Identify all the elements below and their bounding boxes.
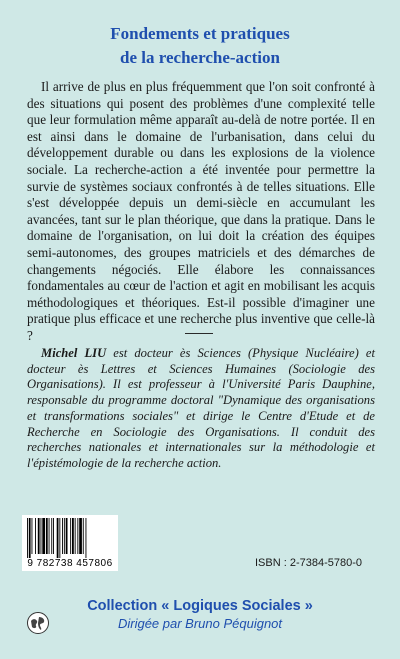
collection-director: Dirigée par Bruno Péquignot	[117, 616, 283, 631]
barcode-bar	[35, 518, 36, 554]
barcode-bar	[32, 518, 33, 554]
barcode-bar	[79, 518, 82, 554]
book-title	[20, 22, 380, 70]
barcode-bar	[66, 518, 68, 554]
barcode-bar	[42, 518, 45, 554]
barcode-bar	[29, 518, 31, 558]
author-name: Michel LIU	[41, 346, 107, 360]
barcode-bar	[64, 518, 65, 554]
barcode-bar	[46, 518, 48, 554]
barcode-bar	[27, 518, 28, 558]
isbn-label: ISBN : 2-7384-5780-0	[255, 557, 363, 569]
book-title-line-2: de la recherche-action	[120, 48, 280, 67]
barcode-bar	[70, 518, 71, 554]
barcode-bar	[72, 518, 74, 554]
collection-name: Collection « Logiques Sociales »	[87, 598, 313, 614]
barcode-bar	[83, 518, 84, 554]
section-divider	[185, 333, 213, 334]
barcode-bar	[77, 518, 78, 554]
author-bio-text: est docteur ès Sciences (Physique Nucléaire) et docteur ès Lettres et Sciences Humaines (Sociologie des Organisations). Il est professeur à l'Université Paris Dauphine, responsable du programme doctoral "Dynamique des organisations et transformations sociales" et dirige le Centre d'Etude et de Recherche en Sociologie des Organisations. Il conduit des recherches nationales et internationales sur la méthodologie et l'épistémologie de la recherche action.	[27, 346, 375, 470]
barcode-bar	[51, 518, 52, 554]
barcode-bar	[62, 518, 63, 554]
barcode-bar	[49, 518, 50, 554]
author-bio-paragraph	[27, 346, 375, 472]
barcode-bar	[75, 518, 76, 554]
barcode-number: 9 782738 457806	[27, 558, 113, 569]
barcode-bar	[57, 518, 59, 558]
summary-paragraph: Il arrive de plus en plus fréquemment que l'on soit confronté à des situations qui posent des problèmes d'une complexité telle que leur formulation même apparaît au-delà de notre portée. Il en est ainsi dans le domaine de l'urbanisation, dans celui du développement durable ou dans les explosions de la violence sociale. La recherche-action a été inventée pour permettre la survie de systèmes sociaux confrontés à de telles situations. Elle s'est développée depuis un demi-siècle en accumulant les avancées, tant sur le plan théorique, que dans la pratique. Dans le domaine de l'organisation, on lui doit la création des équipes semi-autonomes, des groupes matriciels et des démarches de changements négociés. Elle élabore les connaissances fondamentales au cœur de l'action et agit en mobilisant les acquis méthodologiques et théoriques. Est-il possible d'imaginer une pratique plus efficace et une recherche plus inventive que celle-là ?	[27, 79, 375, 343]
barcode-bar	[38, 518, 40, 554]
barcode-bar	[86, 518, 87, 558]
barcode-icon	[26, 518, 114, 558]
book-title-line-1: Fondements et pratiques	[110, 24, 290, 43]
barcode-bar	[59, 518, 60, 558]
barcode-bar	[41, 518, 42, 554]
barcode-bar	[53, 518, 54, 554]
barcode	[22, 515, 118, 571]
